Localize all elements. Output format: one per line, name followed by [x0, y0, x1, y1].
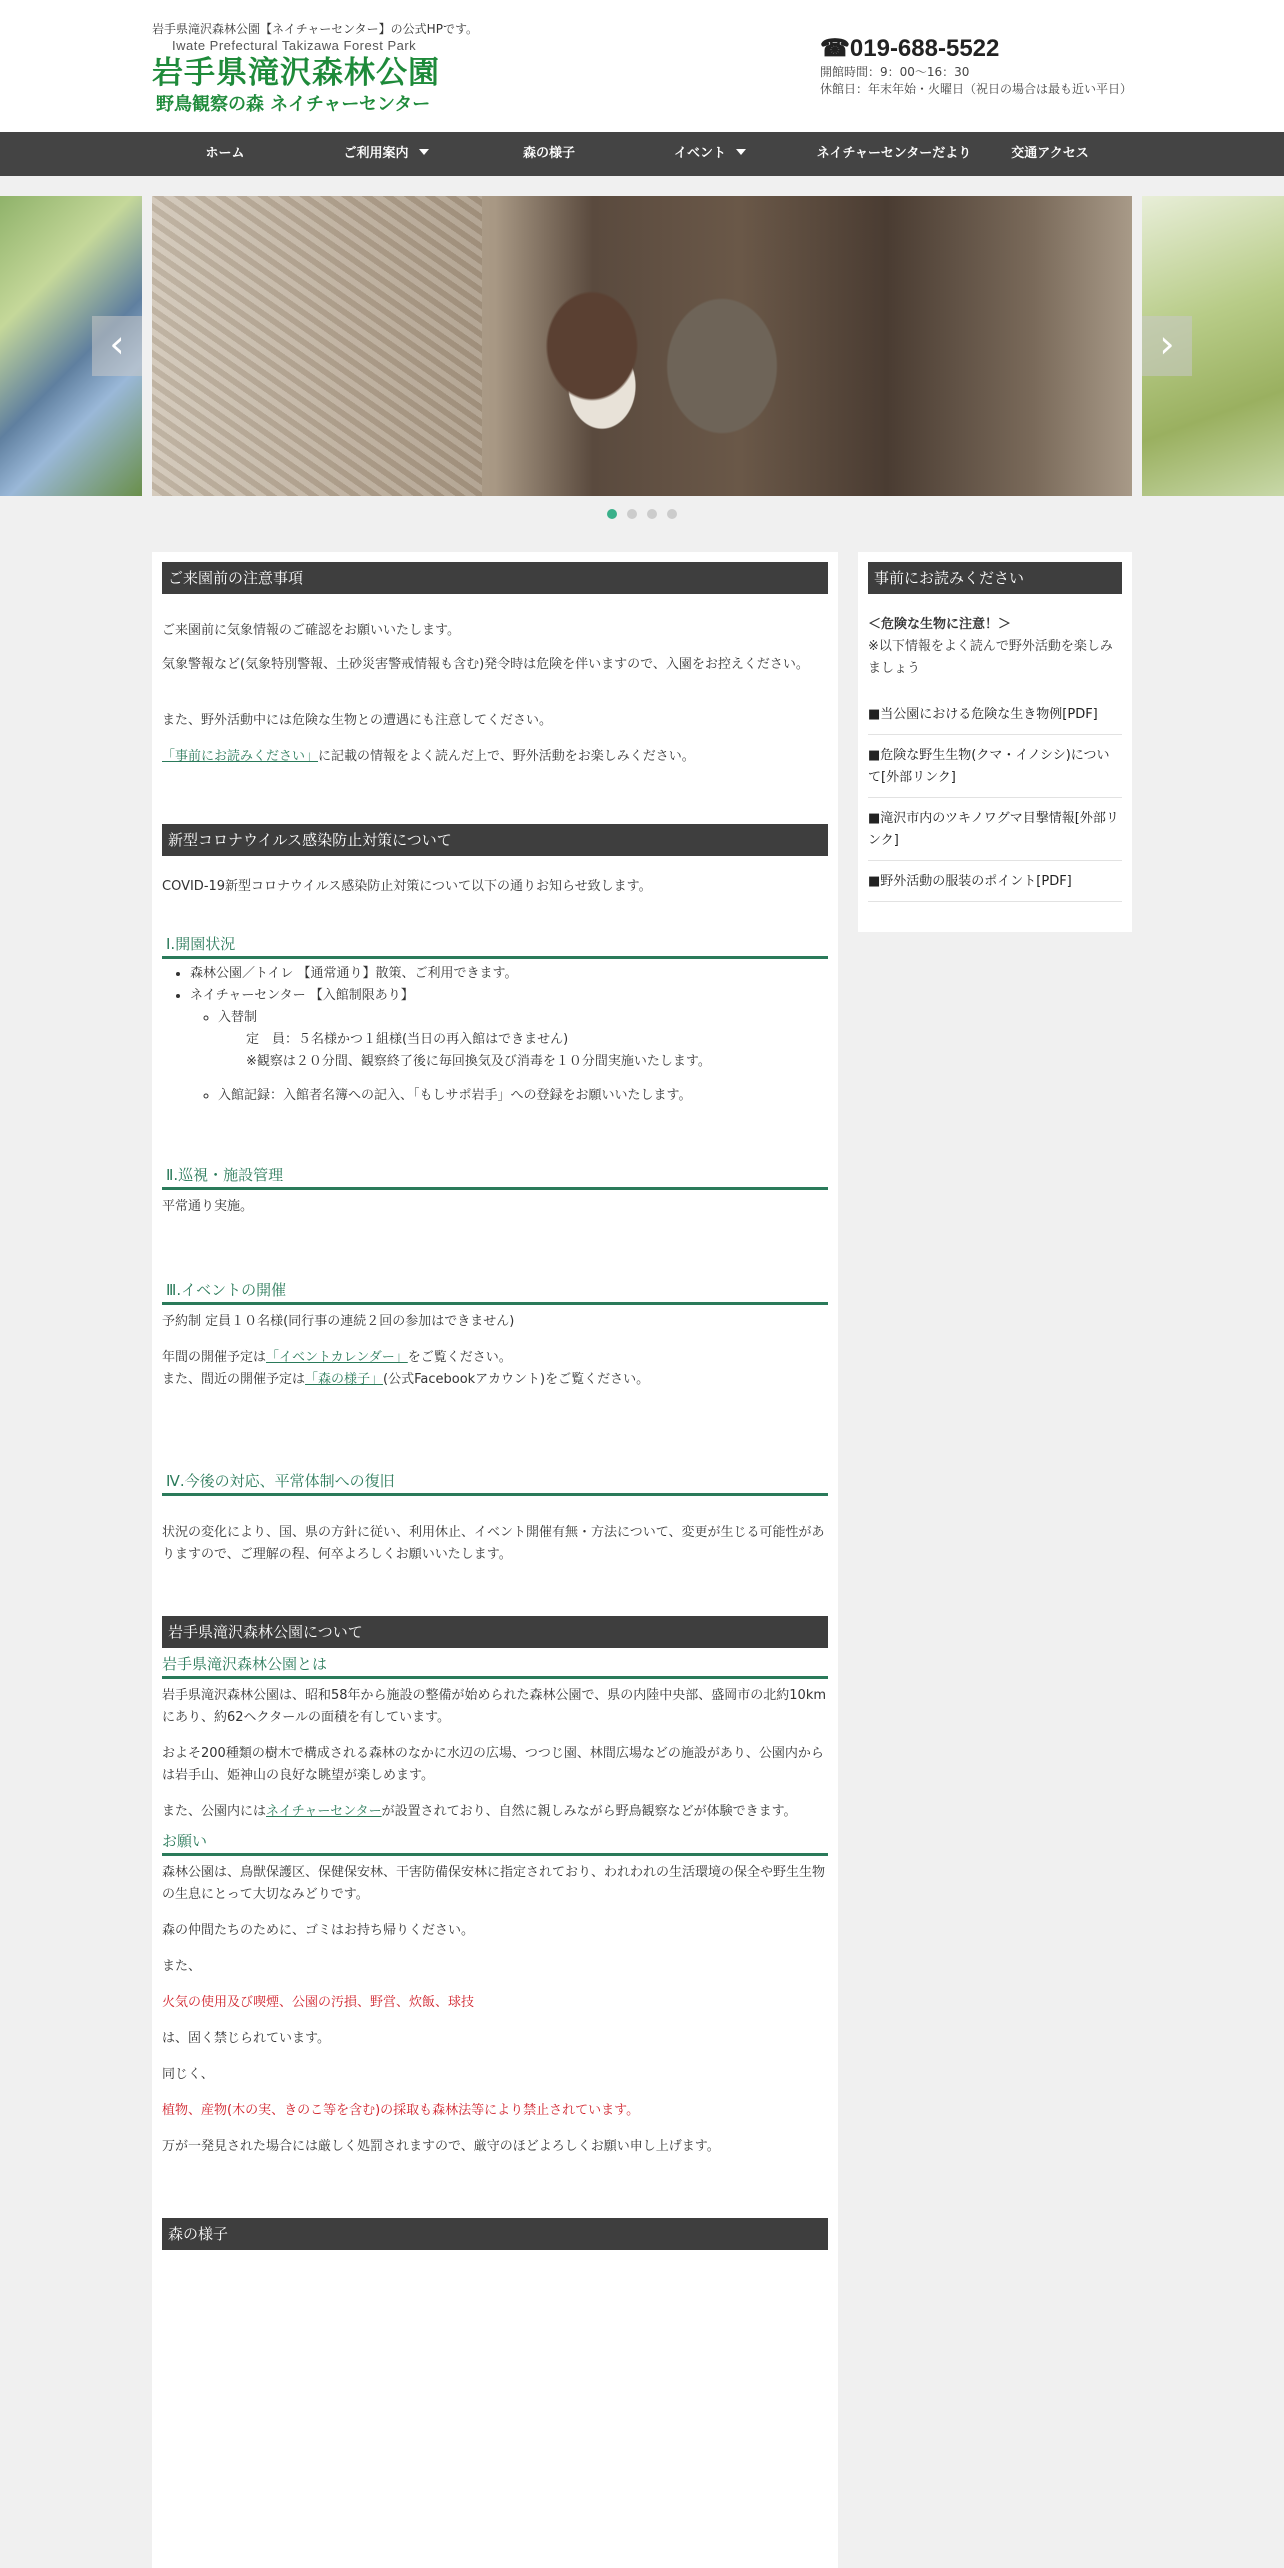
sidebar-link-clothing-pdf[interactable]: ■野外活動の服装のポイント[PDF]	[868, 861, 1122, 902]
nav-home[interactable]: ホーム	[205, 146, 245, 161]
main-nav	[0, 132, 1284, 176]
request-text-4: は、固く禁じられています。	[162, 2031, 330, 2046]
chevron-down-icon	[736, 149, 746, 155]
logo-title: 岩手県滝沢森林公園	[152, 55, 440, 91]
logo-subtitle: 野鳥観察の森 ネイチャーセンター	[156, 94, 431, 115]
slide-squirrels-image	[152, 196, 1132, 496]
section-title-about: 岩手県滝沢森林公園について	[162, 1616, 828, 1648]
ventilation-line: ※観察は２０分間、観察終了後に毎回換気及び消毒を１０分間実施いたします。	[246, 1054, 711, 1069]
list-item: ◦ 入替制 定 員：５名様かつ１組様(当日の再入館はできません) ※観察は２０分間、観察終了後に毎回換気及び消毒を１０分間実施いたします。	[218, 1007, 828, 1073]
sidebar-links	[868, 694, 1122, 902]
notice-weather: ご来園前に気象情報のご確認をお願いいたします。	[162, 623, 460, 638]
main-content	[152, 552, 838, 2568]
slider-dot-3[interactable]	[647, 509, 657, 519]
site-logo[interactable]	[152, 38, 442, 117]
opening-hours: 開館時間：9：00～16：30	[820, 65, 970, 79]
sidebar-title: 事前にお読みください	[868, 562, 1122, 594]
sidebar-link-danger-pdf[interactable]: ■当公園における危険な生き物例[PDF]	[868, 694, 1122, 735]
covid-status-list	[162, 963, 828, 1107]
prohibited-activities: 火気の使用及び喫煙、公園の汚損、野営、炊飯、球技	[162, 1995, 475, 2010]
section-title-covid: 新型コロナウイルス感染防止対策について	[162, 824, 828, 856]
chevron-down-icon	[419, 149, 429, 155]
nav-guide[interactable]: ご利用案内	[298, 132, 474, 176]
request-text-1: 森林公園は、鳥獣保護区、保健保安林、干害防備保安林に指定されており、われわれの生活環境の保全や野生生物の生息にとって大切なみどりです。	[162, 1865, 826, 1902]
section-title-forest: 森の様子	[162, 2218, 828, 2250]
sidebar-link-wildlife[interactable]: ■危険な野生生物(クマ・イノシシ)について[外部リンク]	[868, 735, 1122, 798]
sidebar-warning	[868, 614, 1122, 680]
list-item: • 森林公園／トイレ 【通常通り】散策、ご利用できます。	[190, 963, 828, 985]
slider-prev-button[interactable]: ‹	[92, 316, 142, 376]
covid-intro: COVID-19新型コロナウイルス感染防止対策について以下の通りお知らせ致します。	[162, 879, 652, 894]
hero-slider	[0, 196, 1284, 496]
about-text-3: また、公園内にはネイチャーセンターが設置されており、自然に親しみながら野鳥観察などが体験できます。	[162, 1804, 797, 1819]
sidebar-link-bear-sightings[interactable]: ■滝沢市内のツキノワグマ目撃情報[外部リンク]	[868, 798, 1122, 861]
prohibited-collection: 植物、産物(木の実、きのこ等を含む)の採取も森林法等により禁止されています。	[162, 2103, 640, 2118]
list-item: • ネイチャーセンター 【入館制限あり】 ◦ 入替制 定 員：５名様かつ１組様(当日の再入館はできません) ※観察は２０分間、観察終了後に毎回換気及び消毒を１０分間実施いたします。 ◦ 入館記録：入館者名簿への記入、「もしサポ岩手」への登録をお願いいたします。	[190, 985, 828, 1107]
notice-read-first: 「事前にお読みください」に記載の情報をよく読んだ上で、野外活動をお楽しみください。	[162, 749, 695, 764]
logo-english: Iwate Prefectural Takizawa Forest Park	[172, 38, 417, 53]
events-calendar-line: 年間の開催予定は「イベントカレンダー」をご覧ください。	[162, 1350, 512, 1365]
warning-title: ＜危険な生物に注意！＞	[868, 617, 1012, 632]
slider-dot-4[interactable]	[667, 509, 677, 519]
nav-access[interactable]: 交通アクセス	[1011, 146, 1089, 161]
recovery-text: 状況の変化により、国、県の方針に従い、利用休止、イベント開催有無・方法について、変更が生じる可能性がありますので、ご理解の程、何卒よろしくお願いいたします。	[162, 1525, 825, 1562]
covid-heading-events: Ⅲ.イベントの開催	[162, 1280, 828, 1305]
events-forest-line: また、間近の開催予定は「森の様子」(公式Facebookアカウント)をご覧ください。	[162, 1372, 650, 1387]
covid-heading-recovery: Ⅳ.今後の対応、平常体制への復旧	[162, 1471, 828, 1496]
event-calendar-link[interactable]: 「イベントカレンダー」	[266, 1350, 408, 1365]
closed-days: 休館日：年末年始・火曜日（祝日の場合は最も近い平日）	[820, 82, 1133, 96]
site-tagline: 岩手県滝沢森林公園【ネイチャーセンター】の公式HPです。	[152, 22, 478, 36]
notice-creatures: また、野外活動中には危険な生物との遭遇にも注意してください。	[162, 713, 553, 728]
list-item: ◦ 入館記録：入館者名簿への記入、「もしサポ岩手」への登録をお願いいたします。	[218, 1085, 828, 1107]
section-title-notice: ご来園前の注意事項	[162, 562, 828, 594]
sidebar	[858, 552, 1132, 932]
request-text-5: 同じく、	[162, 2067, 214, 2082]
slider-dot-2[interactable]	[627, 509, 637, 519]
slider-dot-1[interactable]	[607, 509, 617, 519]
nature-center-link[interactable]: ネイチャーセンター	[266, 1804, 382, 1819]
events-reservation: 予約制 定員１０名様(同行事の連続２回の参加はできません)	[162, 1314, 515, 1329]
about-heading: 岩手県滝沢森林公園とは	[162, 1654, 828, 1679]
warning-text: ※以下情報をよく読んで野外活動を楽しみましょう	[868, 639, 1113, 676]
nav-newsletter[interactable]: ネイチャーセンターだより	[816, 146, 972, 161]
request-text-2: 森の仲間たちのために、ゴミはお持ち帰りください。	[162, 1923, 475, 1938]
notice-warning: 気象警報など(気象特別警報、土砂災害警戒情報も含む)発令時は危険を伴いますので、入園をお控えください。	[162, 657, 809, 672]
capacity-line: 定 員：５名様かつ１組様(当日の再入館はできません)	[246, 1032, 569, 1047]
phone-number[interactable]: ☎019-688-5522	[820, 35, 1000, 62]
about-text-2: およそ200種類の樹木で構成される森林のなかに水辺の広場、つつじ園、林間広場などの施設があり、公園内からは岩手山、姫神山の良好な眺望が楽しめます。	[162, 1746, 824, 1783]
request-text-6: 万が一発見された場合には厳しく処罰されますので、厳守のほどよろしくお願い申し上げます。	[162, 2139, 720, 2154]
sub-list	[190, 1007, 828, 1107]
patrol-text: 平常通り実施。	[162, 1199, 254, 1214]
request-text-3: また、	[162, 1959, 202, 1974]
slider-next-button[interactable]: ›	[1142, 316, 1192, 376]
slider-dots	[0, 504, 1284, 523]
covid-heading-status: Ⅰ.開園状況	[162, 934, 828, 959]
nav-events[interactable]: イベント	[624, 132, 796, 176]
request-heading: お願い	[162, 1831, 828, 1856]
site-header	[0, 0, 1284, 132]
read-first-link[interactable]: 「事前にお読みください」	[162, 749, 319, 764]
about-text-1: 岩手県滝沢森林公園は、昭和58年から施設の整備が始められた森林公園で、県の内陸中央部、盛岡市の北約10kmにあり、約62ヘクタールの面積を有しています。	[162, 1688, 827, 1725]
nav-forest[interactable]: 森の様子	[522, 146, 575, 161]
forest-status-link[interactable]: 「森の様子」	[305, 1372, 384, 1387]
contact-info	[820, 34, 1132, 98]
covid-heading-patrol: Ⅱ.巡視・施設管理	[162, 1165, 828, 1190]
